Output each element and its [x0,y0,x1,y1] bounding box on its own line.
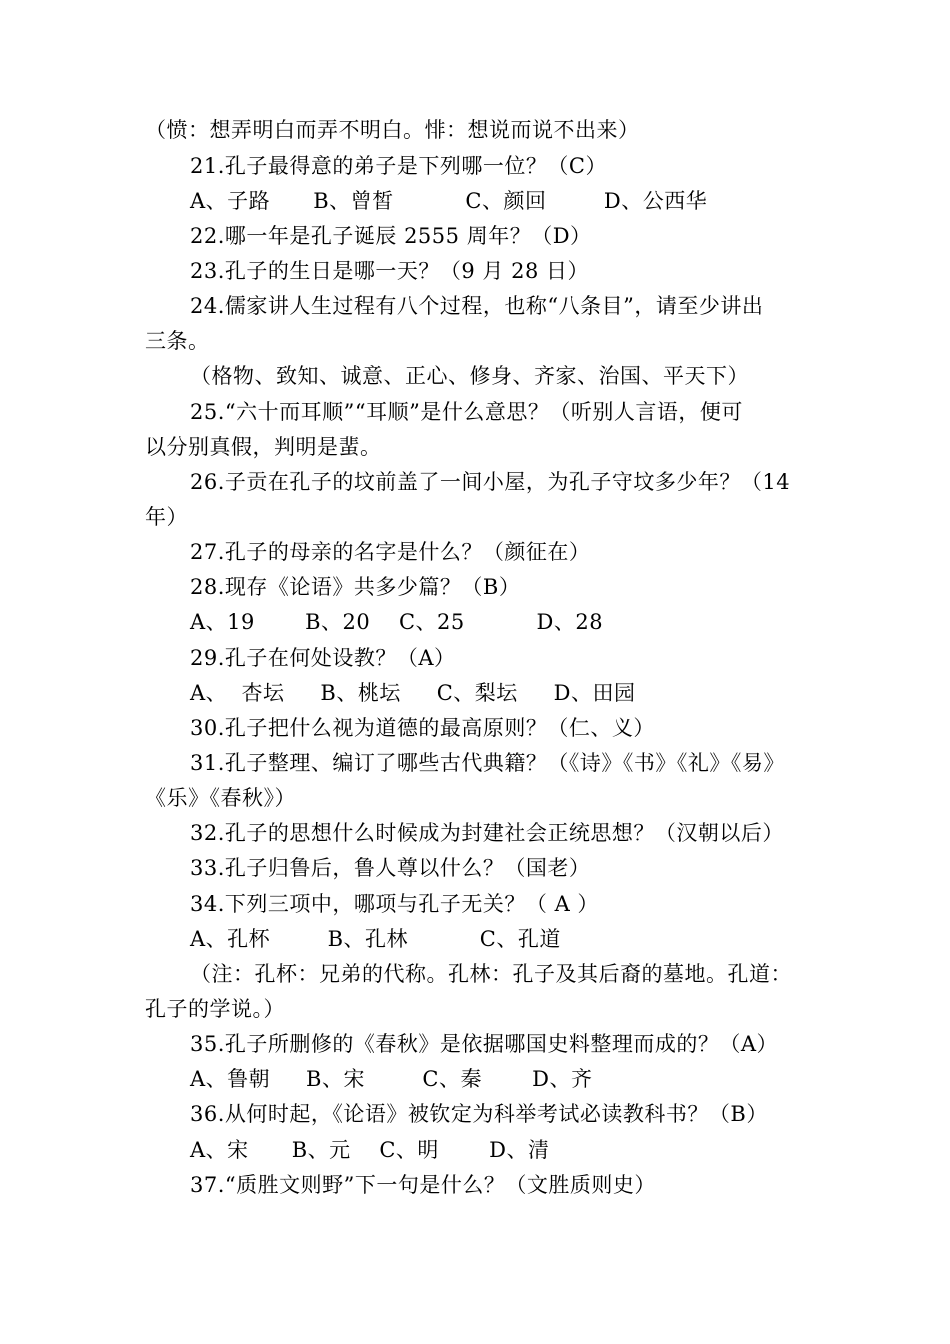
question-34: 34.下列三项中，哪项与孔子无关？（ A ） [190,892,599,916]
question-37: 37.“质胜文则野”下一句是什么？（文胜质则史） [190,1173,656,1197]
question-25: 25.“六十而耳顺”“耳顺”是什么意思？（听别人言语，便可 [190,400,743,424]
question-24-cont: 三条。 [145,329,210,353]
text-line: （愤：想弄明白而弄不明白。悱：想说而说不出来） [145,118,640,142]
question-28: 28.现存《论语》共多少篇？（B） [190,575,521,599]
question-35: 35.孔子所删修的《春秋》是依据哪国史料整理而成的？（A） [190,1032,779,1056]
question-26: 26.子贡在孔子的坟前盖了一间小屋，为孔子守坟多少年？（14 [190,470,791,494]
question-25-cont: 以分别真假，判明是蜚。 [145,435,382,459]
question-23: 23.孔子的生日是哪一天？（9 月 28 日） [190,259,590,283]
question-31-cont: 《乐》《春秋》） [145,786,296,810]
question-26-cont: 年） [145,505,188,529]
note-34-cont: 孔子的学说。） [145,997,285,1021]
question-22: 22.哪一年是孔子诞辰 2555 周年？（D） [190,224,592,248]
options-34: A、孔杯 B、孔林 C、孔道 [190,927,561,951]
note-34: （注：孔杯：兄弟的代称。孔林：孔子及其后裔的墓地。孔道： [190,962,792,986]
options-29: A、 杏坛 B、桃坛 C、梨坛 D、田园 [190,681,636,705]
options-21: A、子路 B、曾皙 C、颜回 D、公西华 [190,189,708,213]
answer-24: （格物、致知、诚意、正心、修身、齐家、治国、平天下） [190,364,749,388]
question-24: 24.儒家讲人生过程有八个过程，也称“八条目”，请至少讲出 [190,294,764,318]
question-32: 32.孔子的思想什么时候成为封建社会正统思想？（汉朝以后） [190,821,784,845]
question-21: 21.孔子最得意的弟子是下列哪一位？（C） [190,154,607,178]
question-30: 30.孔子把什么视为道德的最高原则？（仁、义） [190,716,655,740]
options-35: A、鲁朝 B、宋 C、秦 D、齐 [190,1067,593,1091]
question-31: 31.孔子整理、编订了哪些古代典籍？（《诗》《书》《礼》《易》 [190,751,785,775]
question-36: 36.从何时起，《论语》被钦定为科举考试必读教科书？（B） [190,1102,768,1126]
question-33: 33.孔子归鲁后，鲁人尊以什么？（国老） [190,856,591,880]
question-29: 29.孔子在何处设教？（A） [190,646,456,670]
options-28: A、19 B、20 C、25 D、28 [190,610,604,634]
options-36: A、宋 B、元 C、明 D、清 [190,1138,550,1162]
question-27: 27.孔子的母亲的名字是什么？（颜征在） [190,540,591,564]
